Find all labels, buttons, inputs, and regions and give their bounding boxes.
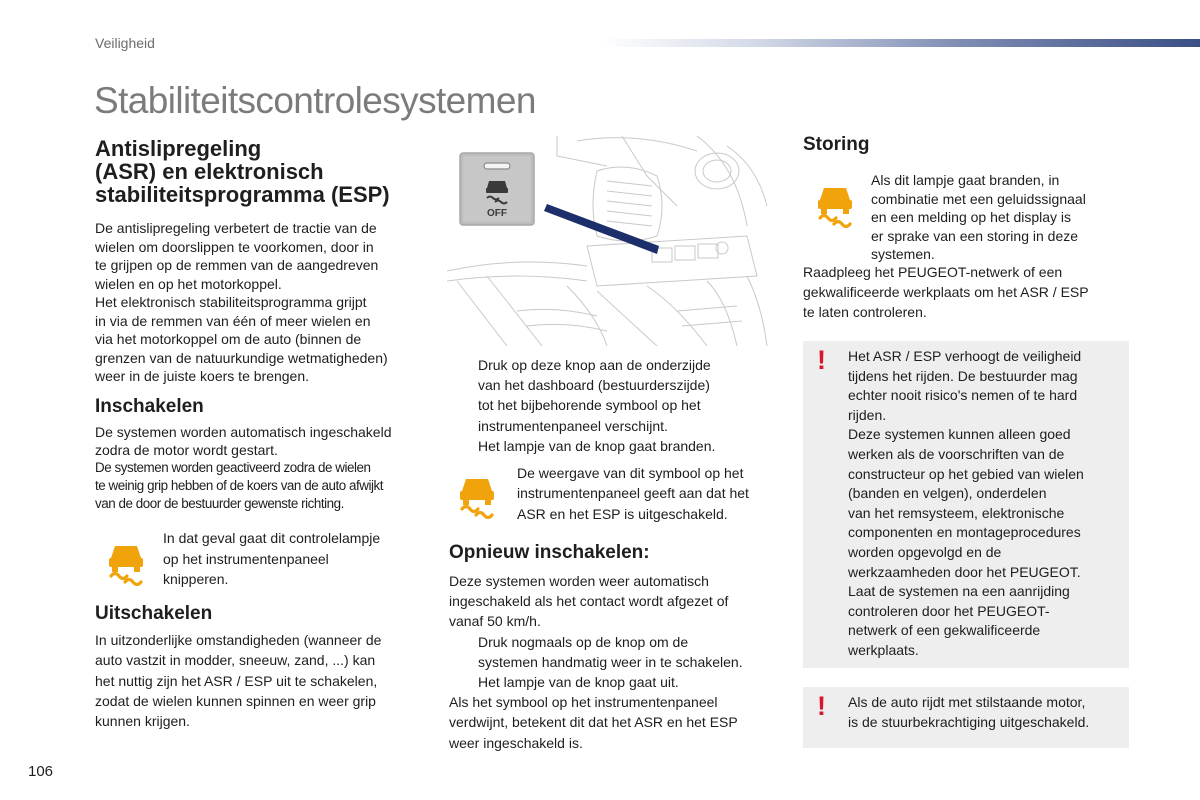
text-line: Als het symbool op het instrumentenpaneel <box>449 694 718 711</box>
text-line: tot het bijbehorende symbool op het <box>478 397 701 414</box>
steering-notice <box>803 687 1129 748</box>
heading-line: stabiliteitsprogramma (ESP) <box>95 182 390 207</box>
text-line: te laten controleren. <box>803 304 927 320</box>
fault-warning-icon <box>812 182 858 228</box>
text-line: weer in de juiste koers te brengen. <box>95 368 310 384</box>
text-line: In dat geval gaat dit controlelampje <box>163 530 381 546</box>
text-line: combinatie met een geluidssignaal <box>871 190 1086 207</box>
text-line: Het lampje van de knop gaat branden. <box>478 437 716 454</box>
text-line: Druk op deze knop aan de onderzijde <box>478 357 711 373</box>
text-line: via het motorkoppel om de auto (binnen de <box>95 331 362 347</box>
text-line: In uitzonderlijke omstandigheden (wanneer de <box>95 632 382 648</box>
dashboard-switch-illustration <box>447 136 775 346</box>
text-line: ingeschakeld als het contact wordt afgezet of <box>449 593 729 610</box>
text-line: Als dit lampje gaat branden, in <box>871 172 1060 188</box>
text-line: (banden en velgen), onderdelen <box>848 485 1047 502</box>
text-line: Deze systemen worden weer automatisch <box>449 573 709 589</box>
text-line: De antislipregeling verbetert de tractie van de <box>95 220 377 236</box>
text-line: Deze systemen kunnen alleen goed <box>848 426 1071 443</box>
off-button-label: OFF <box>487 208 507 219</box>
skid-off-warning-icon <box>454 473 500 519</box>
storing-heading: Storing <box>803 134 870 155</box>
alert-exclamation-icon: ! <box>817 345 826 375</box>
text-line: ASR en het ESP is uitgeschakeld. <box>517 505 728 522</box>
text-line: er sprake van een storing in deze <box>871 227 1079 244</box>
text-line: Het lampje van de knop gaat uit. <box>478 674 679 691</box>
text-line: van het remsysteem, elektronische <box>848 504 1065 521</box>
text-line: componenten en montageprocedures <box>848 524 1081 541</box>
text-line: De systemen worden geactiveerd zodra de wielen <box>95 460 371 475</box>
text-line: werken als de voorschriften van de <box>848 445 1065 462</box>
text-line: grenzen van de natuurkundige wetmatigheden) <box>95 349 388 366</box>
asr-esp-heading <box>95 137 390 206</box>
text-line: instrumentenpaneel geeft aan dat het <box>517 485 749 502</box>
text-line: kunnen krijgen. <box>95 713 190 730</box>
text-line: controleren door het PEUGEOT- <box>848 602 1050 619</box>
heading-line: Antislipregeling <box>95 136 262 161</box>
heading-line: (ASR) en elektronisch <box>95 159 324 184</box>
page-title: Stabiliteitscontrolesystemen <box>94 80 536 121</box>
text-line: auto vastzit in modder, sneeuw, zand, ...) kan <box>95 652 376 669</box>
text-line: wielen en op het motorkoppel. <box>95 275 282 292</box>
text-line: netwerk of een gekwalificeerde <box>848 622 1041 639</box>
uitschakelen-heading: Uitschakelen <box>95 603 213 624</box>
alert-exclamation-icon: ! <box>817 691 826 721</box>
inschakelen-heading: Inschakelen <box>95 396 204 417</box>
text-line: Raadpleeg het PEUGEOT-netwerk of een <box>803 264 1063 280</box>
uitschakelen-text <box>95 630 440 731</box>
text-line: te weinig grip hebben of de koers van de auto afwijkt <box>95 478 384 493</box>
text-line: van het dashboard (bestuurderszijde) <box>478 377 710 394</box>
page-number: 106 <box>28 763 54 780</box>
press-button-instruction <box>449 355 779 456</box>
text-line: systemen. <box>871 246 935 262</box>
text-line: zodra de motor wordt gestart. <box>95 442 278 458</box>
text-line: in via de remmen van één of meer wielen en <box>95 312 371 329</box>
text-line: wielen om doorslippen te voorkomen, door in <box>95 238 374 255</box>
text-line: tijdens het rijden. De bestuurder mag <box>848 367 1078 384</box>
lamp-text <box>163 528 433 590</box>
fault-advice <box>803 262 1133 322</box>
reactivate-heading: Opnieuw inschakelen: <box>449 542 650 563</box>
bullet-item <box>449 632 784 693</box>
text-line: zodat de wielen kunnen spinnen en weer grip <box>95 692 376 709</box>
fault-text <box>871 171 1131 264</box>
text-line: echter nooit risico's nemen of te hard <box>848 387 1078 404</box>
text-line: op het instrumentenpaneel <box>163 550 329 567</box>
symbol-text <box>517 463 782 524</box>
text-line: is de stuurbekrachtiging uitgeschakeld. <box>848 713 1090 730</box>
text-line: Het ASR / ESP verhoogt de veiligheid <box>848 348 1082 364</box>
text-line: werkplaats. <box>848 641 919 658</box>
intro-text <box>95 219 435 386</box>
notice-text <box>848 347 1119 661</box>
text-line: Het elektronisch stabiliteitsprogramma grijpt <box>95 294 367 310</box>
text-line: Laat de systemen na een aanrijding <box>848 583 1070 600</box>
inschakelen-text <box>95 423 435 459</box>
header-gradient-bar <box>600 39 1200 47</box>
text-line: De systemen worden automatisch ingeschakeld <box>95 424 392 440</box>
text-line: gekwalificeerde werkplaats om het ASR / ESP <box>803 284 1089 300</box>
text-line: worden opgevolgd en de <box>848 543 1002 560</box>
text-line: te grijpen op de remmen van de aangedreven <box>95 257 379 273</box>
text-line: Druk nogmaals op de knop om de <box>478 633 689 650</box>
text-line: werkzaamheden door het PEUGEOT. <box>848 563 1081 580</box>
text-line: constructeur op het gebied van wielen <box>848 465 1084 482</box>
skid-warning-icon <box>103 540 149 586</box>
text-line: De weergave van dit symbool op het <box>517 465 744 481</box>
text-line: Als de auto rijdt met stilstaande motor, <box>848 694 1086 710</box>
text-line: weer ingeschakeld is. <box>449 734 583 751</box>
inschakelen-condensed-text <box>95 459 440 513</box>
text-line: rijden. <box>848 406 887 423</box>
text-line: het nuttig zijn het ASR / ESP uit te schakelen, <box>95 672 378 689</box>
section-label: Veiligheid <box>95 35 155 51</box>
text-line: knipperen. <box>163 571 229 587</box>
reactivate-text <box>449 571 784 753</box>
notice-text <box>848 693 1119 732</box>
text-line: systemen handmatig weer in te schakelen. <box>478 653 743 670</box>
bullet-item <box>449 355 779 456</box>
text-line: van de door de bestuurder gewenste richting. <box>95 496 344 511</box>
safety-notice <box>803 341 1129 668</box>
text-line: instrumentenpaneel verschijnt. <box>478 417 668 434</box>
text-line: vanaf 50 km/h. <box>449 613 541 630</box>
text-line: verdwijnt, betekent dit dat het ASR en het ESP <box>449 714 738 731</box>
text-line: en een melding op het display is <box>871 209 1072 225</box>
